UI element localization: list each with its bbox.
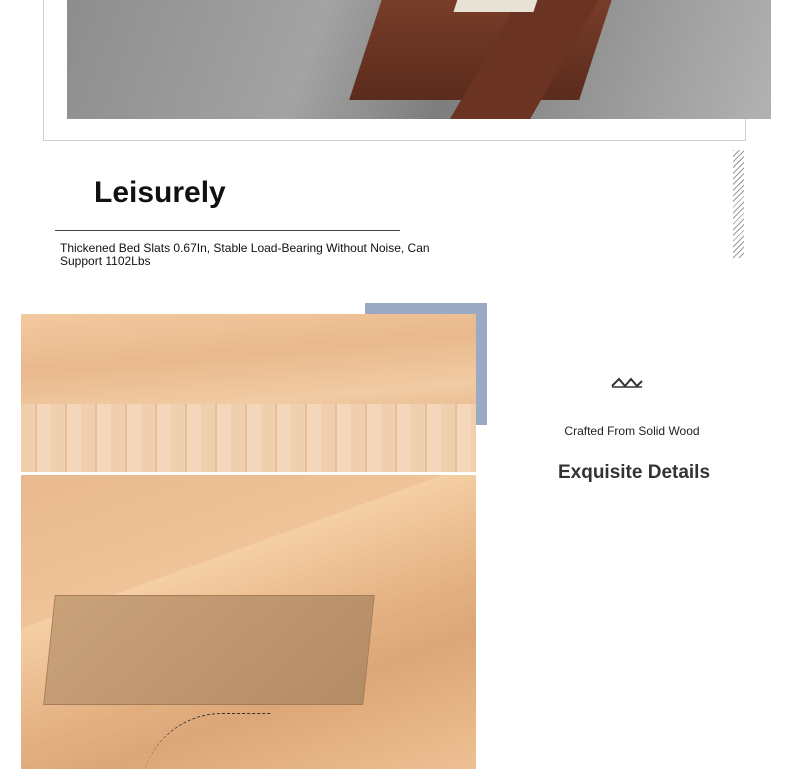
hatch-decoration [733,150,744,258]
hero-bed-image [67,0,771,119]
title-divider [55,230,400,231]
feature-heading: Exquisite Details [557,462,711,483]
slat-end-grain [43,595,375,705]
zigzag-icon [611,376,643,388]
section-description: Thickened Bed Slats 0.67In, Stable Load-Bearing Without Noise, Can Support 1102Lbs [60,241,430,268]
wood-surface-image [21,314,476,472]
dashed-curve [141,713,271,769]
feature-subtitle: Crafted From Solid Wood [564,424,700,438]
section-title: Leisurely [94,176,226,209]
bed-sheet-shape [453,0,540,12]
bed-slat-image [21,475,476,769]
wood-grain [21,404,476,472]
